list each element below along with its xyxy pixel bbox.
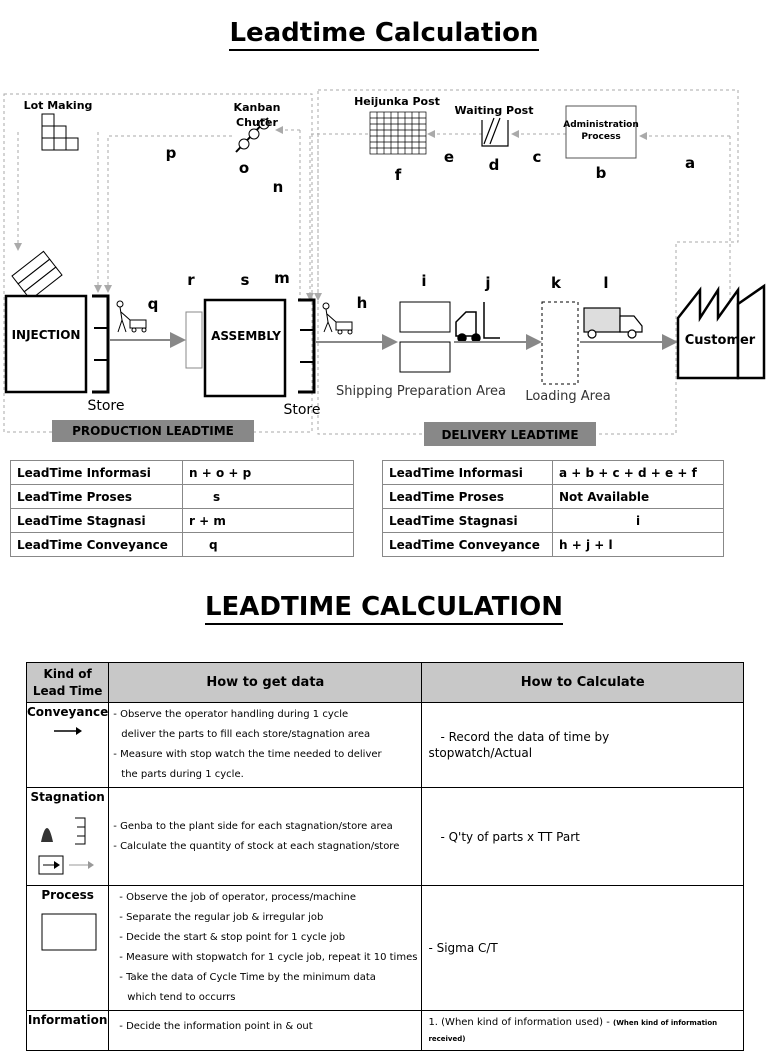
letter-a: a xyxy=(684,154,696,172)
injection-box xyxy=(6,296,86,392)
operator-cart-icon-2 xyxy=(323,303,352,334)
stagnation-icon xyxy=(33,804,103,878)
letter-e: e xyxy=(443,148,455,166)
shipping-box-1 xyxy=(400,302,450,332)
page-title: Leadtime Calculation xyxy=(0,18,768,48)
kind-label: Process xyxy=(41,888,94,902)
letter-h: h xyxy=(356,294,368,312)
table-row: LeadTime Conveyance h + j + l xyxy=(383,533,724,557)
admin-label-2: Process xyxy=(581,132,621,142)
admin-label-1: Administration xyxy=(563,120,639,130)
lot-making-icon xyxy=(42,114,78,150)
table-row: LeadTime Stagnasi i xyxy=(383,509,724,533)
letter-j: j xyxy=(485,274,491,292)
letter-o: o xyxy=(238,159,250,177)
letter-s: s xyxy=(240,271,250,289)
kind-label: Conveyance xyxy=(27,705,109,719)
letter-n: n xyxy=(272,178,284,196)
table-row: LeadTime Informasi a + b + c + d + e + f xyxy=(383,461,724,485)
conveyance-arrow-icon xyxy=(48,719,88,739)
letter-p: p xyxy=(165,144,177,162)
table-row: LeadTime Proses Not Available xyxy=(383,485,724,509)
lot-making-label: Lot Making xyxy=(23,99,93,112)
delivery-leadtime-table xyxy=(382,460,724,557)
letter-l: l xyxy=(603,274,609,292)
waiting-post-icon xyxy=(482,118,508,146)
delivery-leadtime-label: DELIVERY LEADTIME xyxy=(441,428,579,442)
stagnation-r-box xyxy=(186,312,202,368)
letter-k: k xyxy=(551,274,561,292)
kind-label: Information xyxy=(27,1013,108,1027)
shipping-box-2 xyxy=(400,342,450,372)
section-title: LEADTIME CALCULATION xyxy=(0,592,768,622)
letter-d: d xyxy=(488,156,500,174)
table-row: LeadTime Proses s xyxy=(11,485,354,509)
table-row: Conveyance - Observe the operator handling during 1 cycle deliver the parts to fill each store/stagnation area - Measure with stop watch the time needed to deliver the parts during 1 cycle. - Record the data of time by stopwatch/Actual xyxy=(27,703,744,788)
kind-label: Stagnation xyxy=(30,790,105,804)
table-row: Stagnation - Genba to the plant side for each stagnation/store area - Calculate the quantity of stock at each stagnation/store - Q'ty of parts x TT Part xyxy=(27,788,744,886)
table-row: LeadTime Informasi n + o + p xyxy=(11,461,354,485)
header-kind: Kind of Lead Time xyxy=(27,663,109,703)
loading-area-box xyxy=(542,302,578,384)
store-left-bracket xyxy=(92,296,108,392)
heijunka-post-icon xyxy=(370,112,426,154)
kanban-label-2: Chuter xyxy=(236,116,278,129)
leadtime-flow-diagram xyxy=(0,80,768,450)
lot-stack-icon xyxy=(12,251,62,299)
shipping-area-label: Shipping Preparation Area xyxy=(336,384,506,399)
store-right-label: Store xyxy=(283,402,321,418)
table-row: LeadTime Stagnasi r + m xyxy=(11,509,354,533)
header-how: How to get data xyxy=(109,663,422,703)
process-box-icon xyxy=(36,902,100,952)
letter-m: m xyxy=(274,269,290,287)
letter-b: b xyxy=(595,164,607,182)
header-calc: How to Calculate xyxy=(422,663,744,703)
letter-r: r xyxy=(187,271,195,289)
table-row: Information - Decide the information point in & out 1. (When kind of information used) - (When kind of information received) xyxy=(27,1011,744,1051)
production-leadtime-table xyxy=(10,460,354,557)
waiting-post-label: Waiting Post xyxy=(454,104,534,117)
heijunka-label: Heijunka Post xyxy=(354,95,440,108)
letter-q: q xyxy=(147,295,159,313)
store-left-label: Store xyxy=(87,398,125,414)
letter-f: f xyxy=(394,166,402,184)
leadtime-calculation-table xyxy=(26,662,744,1051)
letter-i: i xyxy=(421,272,427,290)
loading-area-label: Loading Area xyxy=(525,389,611,404)
injection-label: INJECTION xyxy=(11,328,81,342)
operator-cart-icon xyxy=(117,301,146,332)
production-leadtime-label: PRODUCTION LEADTIME xyxy=(72,424,234,438)
table-row: Process - Observe the job of operator, process/machine - Separate the regular job & irregular job - Decide the start & stop point for 1 cycle job - Measure with stopwatch for 1 cycle job, repeat it 10 times - Take the data of Cycle Time by the minimum data which tend to occurrs - Sigma C/T xyxy=(27,886,744,1011)
table-header-row xyxy=(27,663,744,703)
assembly-label: ASSEMBLY xyxy=(211,329,281,343)
forklift-icon xyxy=(456,302,500,342)
assembly-box xyxy=(205,300,285,396)
kanban-label-1: Kanban xyxy=(233,101,281,114)
table-row: LeadTime Conveyance q xyxy=(11,533,354,557)
letter-c: c xyxy=(532,148,542,166)
customer-label: Customer xyxy=(684,333,756,348)
truck-icon xyxy=(584,308,642,338)
